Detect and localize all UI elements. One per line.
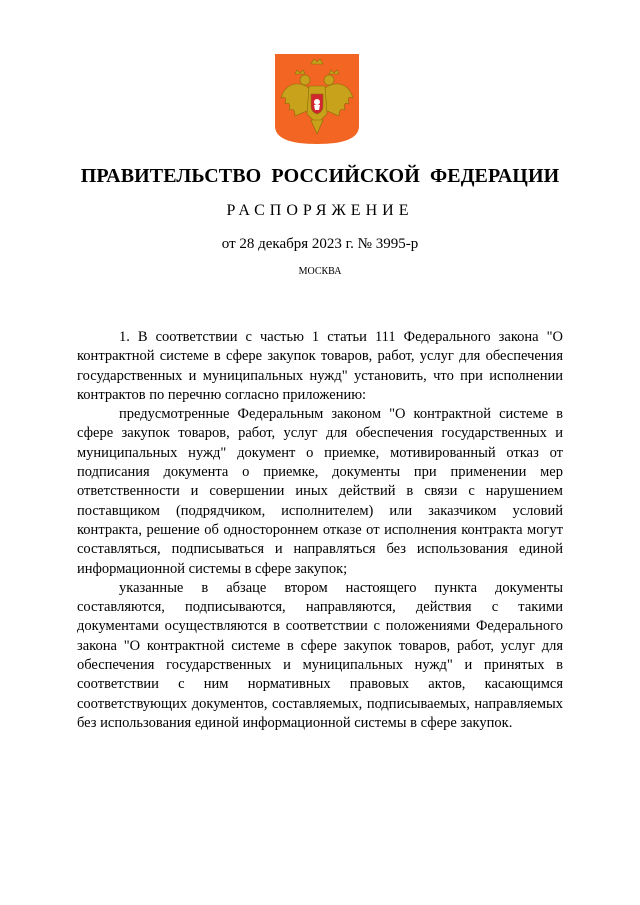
document-city: МОСКВА bbox=[298, 266, 342, 277]
paragraph-2: предусмотренные Федеральным законом "О контрактной системе в сфере закупок товаров, работ, услуг для обеспечения государственных и муниципальных нужд" документ о приемке, мотивированный отказ от подписания документа о приемке, документы при применении мер ответственности и совершении иных действий в связи с нарушением поставщиком (подрядчиком, исполнителем) или заказчиком условий контракта, решение об одностороннем отказе от исполнения контракта могут составляться, подписываться и направляться без использования единой информационной системы в сфере закупок; bbox=[77, 406, 563, 577]
document-date-number: от 28 декабря 2023 г. № 3995-р bbox=[221, 236, 419, 252]
paragraph-3: указанные в абзаце втором настоящего пункта документы составляются, подписываются, направляются, действия с такими документами осуществляются в соответствии с положениями Федерального закона "О контрактной системе в сфере закупок товаров, работ, услуг для обеспечения государственных и муниципальных нужд" и принятых в соответствии с ним нормативных правовых актов, касающимся соответствующих документов, составляемых, подписываемых, направляемых без использования единой информационной системы в сфере закупок. bbox=[77, 579, 563, 731]
coat-of-arms-emblem bbox=[275, 54, 359, 144]
document-type: РАСПОРЯЖЕНИЕ bbox=[226, 202, 414, 219]
document-body bbox=[77, 328, 563, 733]
government-title: ПРАВИТЕЛЬСТВО РОССИЙСКОЙ ФЕДЕРАЦИИ bbox=[80, 165, 560, 187]
paragraph-1: 1. В соответствии с частью 1 статьи 111 Федерального закона "О контрактной системе в сфере закупок товаров, работ, услуг для обеспечения государственных и муниципальных нужд" установить, что при исполнении контрактов по перечню согласно приложению: bbox=[77, 329, 563, 403]
